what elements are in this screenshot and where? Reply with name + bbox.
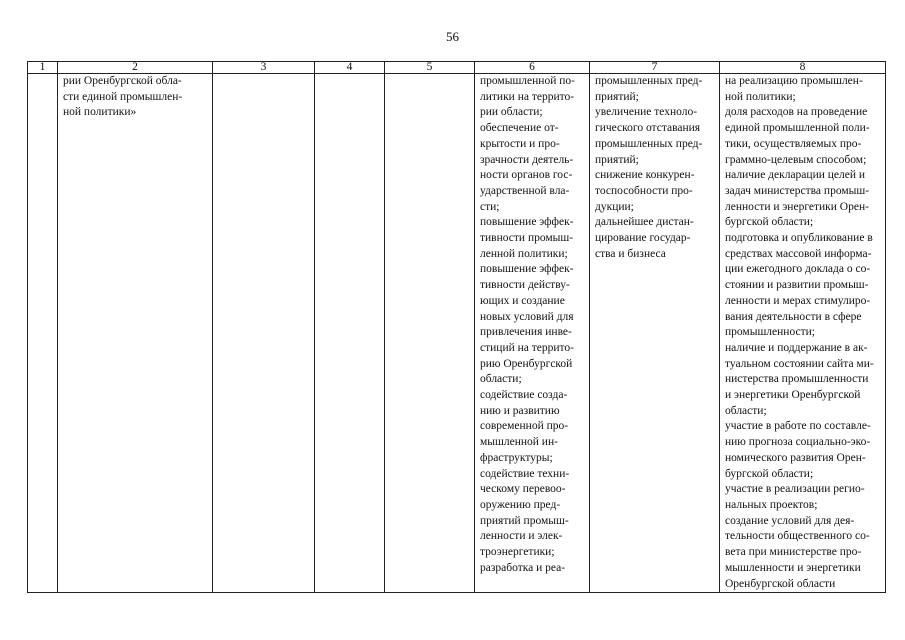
cell-text-line: номического развития Орен- (725, 451, 866, 464)
cell-text-line: ства и бизнеса (595, 247, 666, 260)
cell-text-line: ленности и мерах стимулиро- (725, 294, 871, 307)
cell-col2 (58, 74, 213, 593)
cell-text-line: участие в реализации регио- (725, 483, 865, 496)
cell-text-line: приятий промыш- (480, 514, 569, 527)
cell-text-line: участие в работе по составле- (725, 420, 871, 433)
cell-text-line: тельности общественного со- (725, 530, 870, 543)
cell-text-line: Оренбургской области (725, 577, 836, 590)
cell-text-line: промышленности; (725, 326, 815, 339)
cell-col5 (385, 74, 475, 593)
cell-text-line: сти; (480, 200, 500, 213)
cell-text-line: содействие созда- (480, 389, 568, 402)
cell-text-line: современной про- (480, 420, 569, 433)
cell-text-line: нальных проектов; (725, 498, 818, 511)
cell-text-line: создание условий для дея- (725, 514, 855, 527)
cell-col7 (590, 74, 720, 593)
cell-text-line: приятий; (595, 90, 639, 103)
cell-text-line: приятий; (595, 153, 639, 166)
cell-text-line: ной политики» (63, 106, 137, 119)
cell-col8 (720, 74, 886, 593)
column-header-7: 7 (590, 62, 720, 74)
column-header-6: 6 (475, 62, 590, 74)
cell-text-line: тоспособности про- (595, 184, 693, 197)
cell-text-line: мышленности и энергетики (725, 561, 861, 574)
cell-text-line: и энергетики Оренбургской (725, 389, 861, 402)
cell-text-line: бургской области; (725, 467, 814, 480)
cell-text-line: оружению пред- (480, 498, 561, 511)
cell-text-line: туальном состоянии сайта ми- (725, 357, 874, 370)
column-header-2: 2 (58, 62, 213, 74)
cell-text-line: единой промышленной поли- (725, 122, 870, 135)
cell-col3 (213, 74, 315, 593)
cell-text-line: промышленных пред- (595, 75, 703, 87)
cell-text-line: ческому перевоо- (480, 483, 566, 496)
cell-text-line: подготовка и опубликование в (725, 232, 873, 245)
cell-text-line: повышение эффек- (480, 216, 574, 229)
cell-text-line: разработка и реа- (480, 561, 566, 574)
cell-text-line: цирование государ- (595, 232, 691, 245)
column-header-3: 3 (213, 62, 315, 74)
column-header-5: 5 (385, 62, 475, 74)
column-header-8: 8 (720, 62, 886, 74)
cell-text-line: обеспечение от- (480, 122, 559, 135)
cell-text-line: на реализацию промышлен- (725, 75, 863, 87)
cell-text-line: ударственной вла- (480, 184, 570, 197)
cell-text-line: ции ежегодного доклада о со- (725, 263, 871, 276)
cell-text-line: сти единой промышлен- (63, 90, 183, 103)
cell-text-line: ющих и создание (480, 294, 565, 307)
cell-text-line: новых условий для (480, 310, 574, 323)
cell-text-line: гического отставания (595, 122, 701, 135)
cell-text-line: промышленной по- (480, 75, 575, 87)
cell-text-line: тивности промыш- (480, 232, 574, 245)
table-row (28, 74, 886, 593)
cell-text-line: троэнергетики; (480, 546, 555, 559)
cell-text-line: стоянии и развитии промыш- (725, 279, 869, 292)
page-number: 56 (446, 29, 459, 44)
column-header-1: 1 (28, 62, 58, 74)
cell-text-line: нию и развитию (480, 404, 560, 417)
document-table (27, 61, 886, 593)
cell-col4 (315, 74, 385, 593)
cell-text-line: нистерства промышленности (725, 373, 869, 386)
cell-text-line: стиций на террито- (480, 341, 574, 354)
cell-text-line: ной политики; (725, 90, 796, 103)
cell-text-line: средствах массовой информа- (725, 247, 872, 260)
cell-text-line: снижение конкурен- (595, 169, 695, 182)
cell-text-line: повышение эффек- (480, 263, 574, 276)
cell-text-line: нию прогноза социально-эко- (725, 436, 871, 449)
cell-text-line: тики, осуществляемых про- (725, 137, 862, 150)
cell-text-line: мышленной ин- (480, 436, 558, 449)
cell-text-line: промышленных пред- (595, 137, 703, 150)
cell-text-line: бургской области; (725, 216, 814, 229)
cell-text-line: рию Оренбургской (480, 357, 573, 370)
cell-text-line: вета при министерстве про- (725, 546, 862, 559)
cell-text-line: увеличение техноло- (595, 106, 698, 119)
cell-col1 (28, 74, 58, 593)
cell-text-line: содействие техни- (480, 467, 570, 480)
cell-text-line: доля расходов на проведение (725, 106, 868, 119)
cell-text-line: наличие декларации целей и (725, 169, 866, 182)
cell-text-line: тивности действу- (480, 279, 570, 292)
cell-text-line: ленности и элек- (480, 530, 563, 543)
cell-text-line: рии области; (480, 106, 543, 119)
cell-text-line: вания деятельности в сфере (725, 310, 862, 323)
cell-text-line: зрачности деятель- (480, 153, 574, 166)
cell-text-line: привлечения инве- (480, 326, 572, 339)
cell-text-line: рии Оренбургской обла- (63, 75, 182, 87)
cell-text-line: области; (725, 404, 767, 417)
cell-text-line: области; (480, 373, 522, 386)
cell-text-line: дальнейшее дистан- (595, 216, 694, 229)
cell-text-line: литики на террито- (480, 90, 575, 103)
cell-text-line: ности органов гос- (480, 169, 573, 182)
cell-col6 (475, 74, 590, 593)
cell-text-line: фраструктуры; (480, 451, 553, 464)
cell-text-line: ленности и энергетики Орен- (725, 200, 869, 213)
cell-text-line: крытости и про- (480, 137, 560, 150)
column-header-4: 4 (315, 62, 385, 74)
header-row (28, 62, 886, 74)
cell-text-line: ленной политики; (480, 247, 568, 260)
cell-text-line: граммно-целевым способом; (725, 153, 867, 166)
cell-text-line: наличие и поддержание в ак- (725, 341, 868, 354)
cell-text-line: дукции; (595, 200, 634, 213)
cell-text-line: задач министерства промыш- (725, 184, 870, 197)
